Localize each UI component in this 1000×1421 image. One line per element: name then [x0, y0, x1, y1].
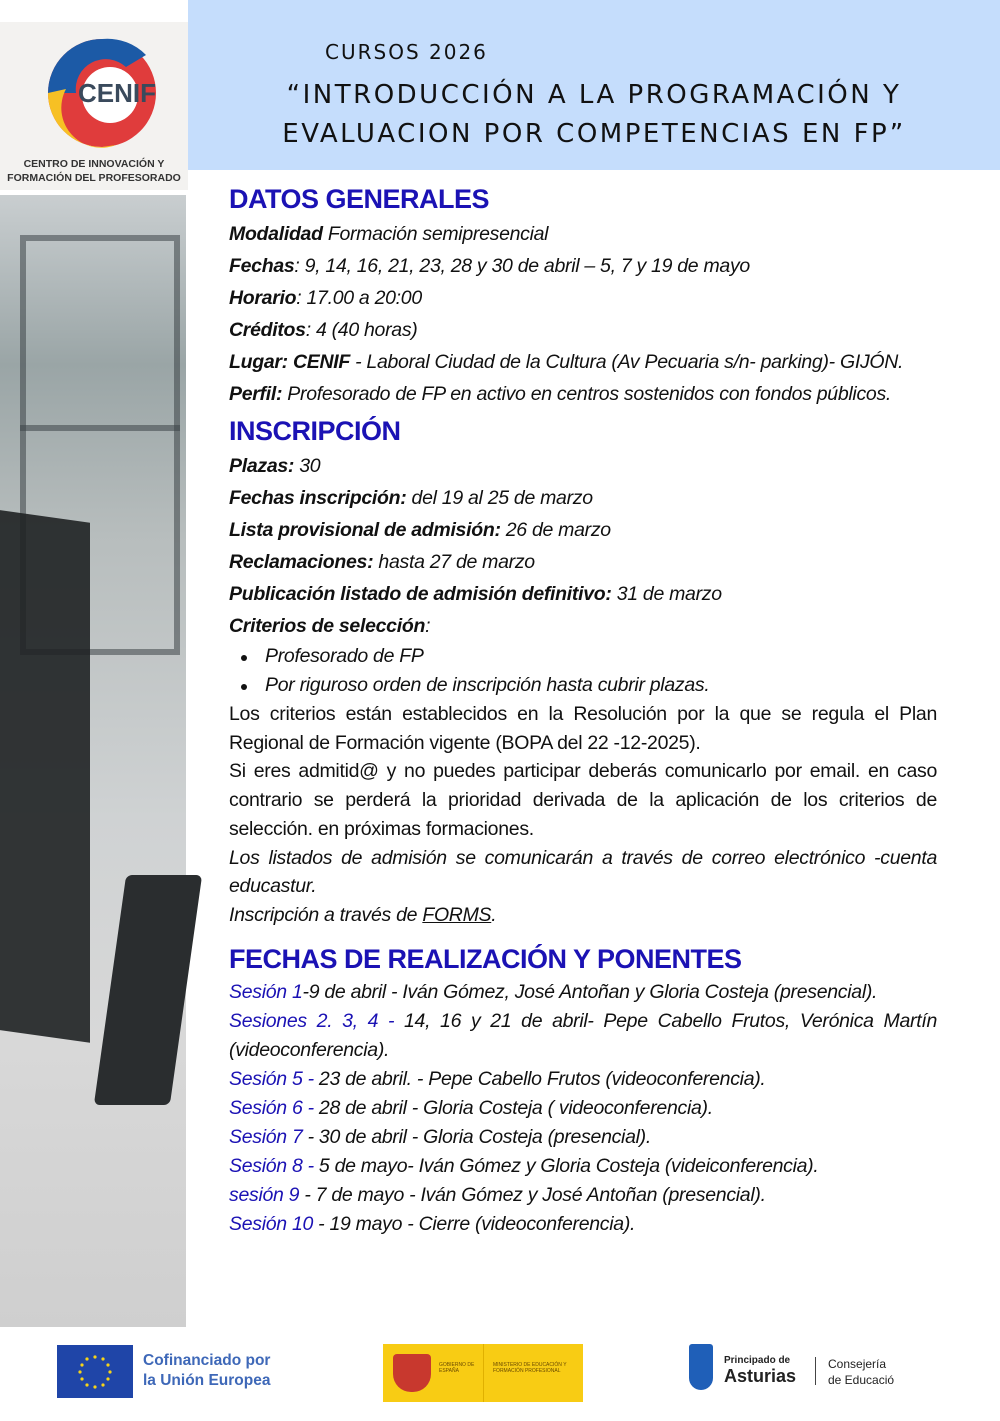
session-item — [229, 1152, 937, 1181]
datos-value: Profesorado de FP en activo en centros sostenidos con fondos públicos. — [282, 383, 892, 405]
datos-item — [229, 250, 937, 282]
monitor — [0, 507, 90, 1042]
window-bar — [20, 425, 180, 431]
footer-logos — [0, 1330, 1000, 1421]
session-item — [229, 1210, 937, 1239]
datos-value: : 17.00 a 20:00 — [296, 287, 422, 309]
registration-text: Inscripción a través de — [229, 903, 423, 926]
section-heading: INSCRIPCIÓN — [229, 416, 401, 446]
datos-value: Formación semipresencial — [322, 223, 549, 245]
keyboard — [94, 875, 202, 1105]
session-label: Sesión 10 — [229, 1212, 314, 1235]
header-title-line-2: EVALUACION POR COMPETENCIAS EN FP” — [282, 119, 906, 149]
gobierno-espana-logo — [383, 1344, 583, 1402]
cenif-logo-area — [0, 22, 188, 190]
datos-label: Créditos — [229, 319, 306, 341]
divider — [815, 1357, 816, 1385]
insc-label: Fechas inscripción: — [229, 487, 407, 509]
insc-value: del 19 al 25 de marzo — [406, 487, 593, 509]
datos-item — [229, 218, 937, 250]
session-label: Sesión 5 - — [229, 1067, 319, 1090]
insc-label: Plazas: — [229, 455, 295, 477]
session-item — [229, 978, 937, 1007]
datos-label: Perfil: — [229, 383, 283, 405]
insc-label: Lista provisional de admisión: — [229, 519, 501, 541]
session-value: 28 de abril - Gloria Costeja ( videoconferencia). — [318, 1096, 713, 1119]
datos-value: : 4 (40 horas) — [305, 319, 418, 341]
session-label: Sesión 8 - — [229, 1154, 319, 1177]
session-label: Sesión 1 — [229, 980, 303, 1003]
asturias-shield-icon — [689, 1344, 713, 1390]
session-item — [229, 1094, 937, 1123]
insc-value: 31 de marzo — [611, 583, 722, 605]
session-label: Sesión 6 - — [229, 1096, 319, 1119]
gob-text-2: MINISTERIO DE EDUCACIÓN Y FORMACIÓN PROFESIONAL — [493, 1362, 567, 1374]
paragraph-lists: Los listados de admisión se comunicarán a través de correo electrónico -cuenta educastur. — [229, 846, 937, 898]
datos-item — [229, 314, 937, 346]
consejeria-text-1: Consejería — [828, 1357, 887, 1371]
insc-item — [229, 546, 937, 578]
header-banner — [188, 0, 1000, 170]
session-label: Sesión 7 — [229, 1125, 303, 1148]
session-value: - 30 de abril - Gloria Costeja (presencial). — [302, 1125, 651, 1148]
logo-subtitle-2: FORMACIÓN DEL PROFESORADO — [7, 172, 181, 184]
session-label: Sesiones 2. 3, 4 - — [229, 1009, 405, 1032]
session-value: - 19 mayo - Cierre (videoconferencia). — [313, 1212, 636, 1235]
session-item — [229, 1065, 937, 1094]
paragraph-admitted: Si eres admitid@ y no puedes participar deberás comunicarlo por email. en caso contrario se perderá la prioridad derivada de la aplicación de los criterios de selección. en próximas formaciones. — [229, 760, 937, 840]
session-value: 23 de abril. - Pepe Cabello Frutos (videoconferencia). — [318, 1067, 766, 1090]
insc-value: : — [425, 615, 431, 637]
session-value: -9 de abril - Iván Gómez, José Antoñan y Gloria Costeja (presencial). — [302, 980, 878, 1003]
datos-item — [229, 378, 937, 410]
main-content — [229, 180, 937, 1239]
datos-generales-section — [229, 180, 937, 410]
datos-value: : 9, 14, 16, 21, 23, 28 y 30 de abril – 5, 7 y 19 de mayo — [294, 255, 750, 277]
insc-label: Publicación listado de admisión definitivo: — [229, 583, 612, 605]
session-label: sesión 9 — [229, 1183, 300, 1206]
header-title-line-1: “INTRODUCCIÓN A LA PROGRAMACIÓN Y — [286, 80, 902, 110]
eu-text-2: la Unión Europea — [143, 1372, 271, 1389]
insc-item — [229, 482, 937, 514]
fechas-section — [229, 940, 937, 1239]
insc-label: Criterios de selección — [229, 615, 426, 637]
insc-item — [229, 450, 937, 482]
registration-suffix: . — [491, 903, 497, 926]
header-subtitle: CURSOS 2026 — [325, 40, 488, 64]
insc-label: Reclamaciones: — [229, 551, 374, 573]
inscripcion-section — [229, 412, 937, 930]
logo-wordmark: CENIF — [78, 78, 156, 108]
datos-item — [229, 346, 937, 378]
eu-flag-icon — [57, 1345, 133, 1398]
datos-value: - Laboral Ciudad de la Cultura (Av Pecuaria s/n- parking)- GIJÓN. — [349, 351, 904, 373]
datos-item — [229, 282, 937, 314]
consejeria-text-2: de Educació — [828, 1373, 895, 1387]
session-item — [229, 1123, 937, 1152]
section-heading: FECHAS DE REALIZACIÓN Y PONENTES — [229, 943, 742, 974]
criteria-bullet: Profesorado de FP — [229, 642, 937, 671]
datos-label: Horario — [229, 287, 297, 309]
session-item — [229, 1007, 937, 1065]
insc-value: 30 — [294, 455, 321, 477]
session-value: 5 de mayo- Iván Gómez y Gloria Costeja (videiconferencia). — [318, 1154, 819, 1177]
consejeria-text — [828, 1356, 894, 1388]
gob-text-1: GOBIERNO DE ESPAÑA — [439, 1362, 475, 1374]
asturias-text-2: Asturias — [724, 1366, 797, 1386]
insc-value: hasta 27 de marzo — [373, 551, 535, 573]
datos-label: Modalidad — [229, 223, 323, 245]
spain-coat-of-arms-icon — [393, 1354, 431, 1392]
insc-item — [229, 578, 937, 610]
paragraph-criteria: Los criterios están establecidos en la Resolución por la que se regula el Plan Regional de Formación vigente (BOPA del 22 -12-2025). — [229, 703, 937, 754]
paragraph-registration — [229, 901, 937, 930]
eu-text-1: Cofinanciado por — [143, 1352, 271, 1369]
session-value: 14, 16 y 21 de abril- Pepe Cabello Frutos, Verónica Martín (videoconferencia). — [229, 1009, 937, 1061]
insc-value: 26 de marzo — [500, 519, 611, 541]
logo-subtitle-1: CENTRO DE INNOVACIÓN Y — [23, 158, 165, 170]
datos-label: Fechas — [229, 255, 295, 277]
datos-label: Lugar: CENIF — [229, 351, 350, 373]
insc-item — [229, 514, 937, 546]
session-item — [229, 1181, 937, 1210]
forms-link[interactable]: FORMS — [422, 903, 492, 926]
logo-subtitle — [0, 157, 188, 185]
insc-item — [229, 610, 937, 642]
section-heading: DATOS GENERALES — [229, 184, 490, 214]
eu-cofinanced-text — [143, 1351, 270, 1391]
criteria-bullet: Por riguroso orden de inscripción hasta cubrir plazas. — [229, 671, 937, 700]
asturias-text-1: Principado de — [724, 1355, 791, 1366]
side-photo — [0, 195, 186, 1327]
session-value: - 7 de mayo - Iván Gómez y José Antoñan (presencial). — [299, 1183, 766, 1206]
